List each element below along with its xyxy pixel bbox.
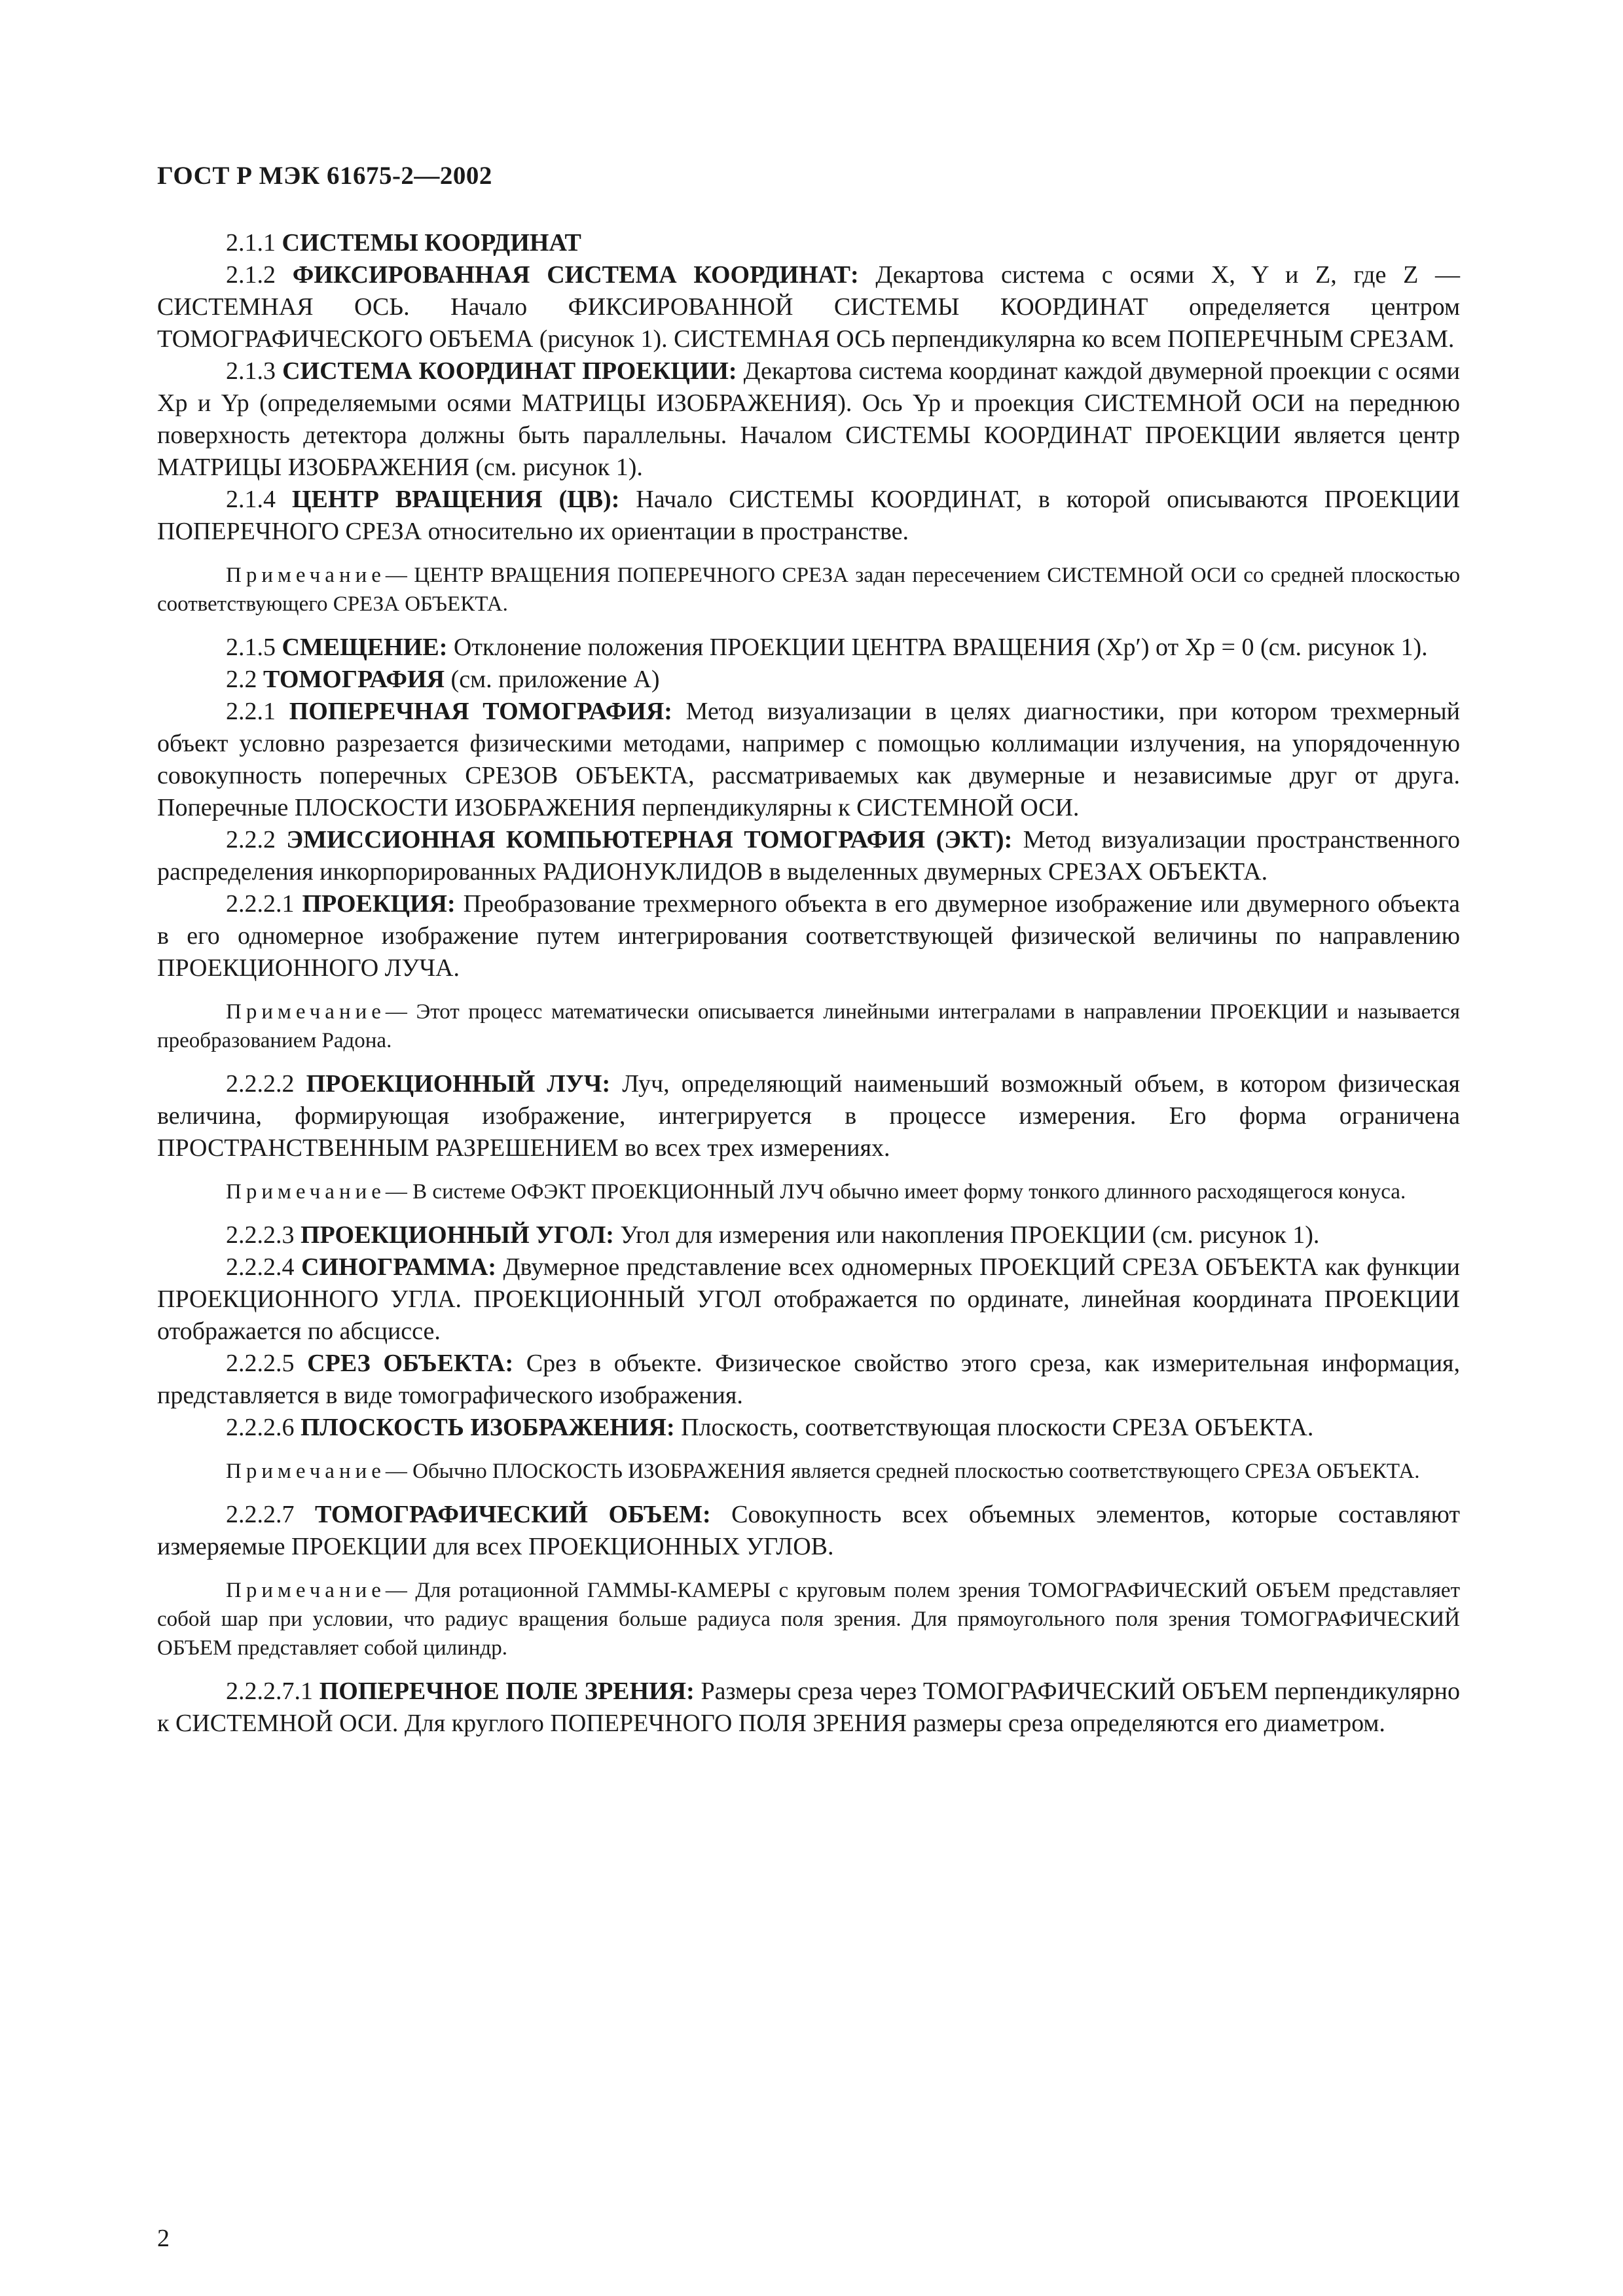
clause-number: 2.2.2.5 [226,1350,295,1377]
clause-term: ПОПЕРЕЧНОЕ ПОЛЕ ЗРЕНИЯ: [319,1677,695,1705]
clause-term: ЭМИССИОННАЯ КОМПЬЮТЕРНАЯ ТОМОГРАФИЯ (ЭКТ): [286,826,1013,853]
page-number: 2 [157,2225,170,2252]
clause-number: 2.2.2.3 [226,1221,295,1249]
note-paragraph [157,997,1460,1055]
clause-text: Угол для измерения или накопления ПРОЕКЦИИ (см. рисунок 1). [620,1221,1320,1249]
definition-paragraph [157,484,1460,548]
clause-number: 2.1.2 [226,261,276,289]
clause-term: ТОМОГРАФИЧЕСКИЙ ОБЪЕМ: [315,1501,711,1528]
clause-number: 2.2.2.7 [226,1501,295,1528]
clause-number: 2.2.1 [226,698,276,725]
clause-term: СМЕЩЕНИЕ: [282,634,448,661]
clause-text: Размеры среза через ТОМОГРАФИЧЕСКИЙ ОБЪЕМ перпендикулярно к СИСТЕМНОЙ ОСИ. Для круглого ПОПЕРЕЧНОГО ПОЛЯ ЗРЕНИЯ размеры среза определяются его диаметром. [157,1677,1460,1737]
note-label: Примечание [226,1579,386,1602]
note-label: Примечание [226,1180,386,1204]
document-body [157,227,1460,1740]
clause-text: Декартова система с осями X, Y и Z, где Z — СИСТЕМНАЯ ОСЬ. Начало ФИКСИРОВАННОЙ СИСТЕМЫ КООРДИНАТ определяется центром ТОМОГРАФИЧЕСКОГО ОБЪЕМА (рисунок 1). СИСТЕМНАЯ ОСЬ перпендикулярна ко всем ПОПЕРЕЧНЫМ СРЕЗАМ. [157,261,1461,353]
clause-term: ПРОЕКЦИОННЫЙ УГОЛ: [301,1221,614,1249]
clause-term: ТОМОГРАФИЯ [263,666,445,693]
clause-number: 2.1.1 [226,229,276,257]
clause-text: Двумерное представление всех одномерных ПРОЕКЦИЙ СРЕЗА ОБЪЕКТА как функции ПРОЕКЦИОННОГО УГЛА. ПРОЕКЦИОННЫЙ УГОЛ отображается по ординате, линейная координата ПРОЕКЦИИ отображается по абсциссе. [157,1253,1461,1345]
clause-text: Преобразование трехмерного объекта в его двумерное изображение или двумерного объекта в его одномерное изображение путем интегрирования соответствующей физической величины по направлению ПРОЕКЦИОННОГО ЛУЧА. [157,890,1461,982]
clause-term: ПРОЕКЦИЯ: [302,890,456,918]
definition-paragraph [157,1348,1460,1412]
clause-text: Начало СИСТЕМЫ КООРДИНАТ, в которой описываются ПРОЕКЦИИ ПОПЕРЕЧНОГО СРЕЗА относительно их ориентации в пространстве. [157,486,1461,545]
note-text: — Для ротационной ГАММЫ-КАМЕРЫ с круговым полем зрения ТОМОГРАФИЧЕСКИЙ ОБЪЕМ представляет собой шар при условии, что радиус вращения больше радиуса поля зрения. Для прямоугольного поля зрения ТОМОГРАФИЧЕСКИЙ ОБЪЕМ представляет собой цилиндр. [157,1579,1460,1660]
definition-paragraph [157,1251,1460,1348]
definition-paragraph [157,1676,1460,1740]
definition-paragraph [157,632,1460,664]
clause-number: 2.1.4 [226,486,276,513]
clause-text: Совокупность всех объемных элементов, которые составляют измеряемые ПРОЕКЦИИ для всех ПРОЕКЦИОННЫХ УГЛОВ. [157,1501,1460,1560]
clause-term: СИНОГРАММА: [301,1253,496,1281]
note-label: Примечание [226,1460,386,1483]
clause-number: 2.1.5 [226,634,276,661]
definition-paragraph [157,1219,1460,1251]
definition-paragraph [157,259,1460,355]
definition-paragraph [157,1412,1460,1444]
clause-term: ПРОЕКЦИОННЫЙ ЛУЧ: [306,1070,611,1098]
note-text: — В системе ОФЭКТ ПРОЕКЦИОННЫЙ ЛУЧ обычно имеет форму тонкого длинного расходящегося конуса. [385,1180,1406,1204]
clause-text: Метод визуализации пространственного распределения инкорпорированных РАДИОНУКЛИДОВ в выделенных двумерных СРЕЗАХ ОБЪЕКТА. [157,826,1461,886]
note-text: — ЦЕНТР ВРАЩЕНИЯ ПОПЕРЕЧНОГО СРЕЗА задан пересечением СИСТЕМНОЙ ОСИ со средней плоскостью соответствующего СРЕЗА ОБЪЕКТА. [157,564,1460,616]
clause-number: 2.1.3 [226,357,276,385]
clause-number: 2.2.2.7.1 [226,1677,313,1705]
clause-text: Декартова система координат каждой двумерной проекции с осями Xp и Yp (определяемыми осями МАТРИЦЫ ИЗОБРАЖЕНИЯ). Ось Yp и проекция СИСТЕМНОЙ ОСИ на переднюю поверхность детектора должны быть параллельны. Началом СИСТЕМЫ КООРДИНАТ ПРОЕКЦИИ является центр МАТРИЦЫ ИЗОБРАЖЕНИЯ (см. рисунок 1). [157,357,1461,481]
clause-term: СРЕЗ ОБЪЕКТА: [307,1350,514,1377]
note-paragraph [157,561,1460,619]
clause-term: СИСТЕМА КООРДИНАТ ПРОЕКЦИИ: [282,357,737,385]
note-paragraph [157,1457,1460,1486]
definition-paragraph [157,888,1460,984]
clause-text: (см. приложение А) [450,666,660,693]
definition-paragraph [157,664,1460,696]
note-label: Примечание [226,1000,386,1024]
note-text: — Этот процесс математически описывается линейными интегралами в направлении ПРОЕКЦИИ и называется преобразованием Радона. [157,1000,1460,1052]
document-header: ГОСТ Р МЭК 61675-2—2002 [157,162,492,190]
clause-text: Луч, определяющий наименьший возможный объем, в котором физическая величина, формирующая изображение, интегрируется в процессе измерения. Его форма ограничена ПРОСТРАНСТВЕННЫМ РАЗРЕШЕНИЕМ во всех трех измерениях. [157,1070,1461,1162]
definition-paragraph [157,1068,1460,1164]
clause-term: ФИКСИРОВАННАЯ СИСТЕМА КООРДИНАТ: [292,261,859,289]
clause-text: Плоскость, соответствующая плоскости СРЕЗА ОБЪЕКТА. [681,1414,1314,1441]
note-label: Примечание [226,564,386,587]
definition-paragraph [157,696,1460,824]
clause-number: 2.2.2.1 [226,890,295,918]
note-paragraph [157,1177,1460,1206]
clause-number: 2.2.2.2 [226,1070,295,1098]
note-paragraph [157,1576,1460,1662]
clause-term: ЦЕНТР ВРАЩЕНИЯ (ЦВ): [291,486,620,513]
clause-text: Отклонение положения ПРОЕКЦИИ ЦЕНТРА ВРАЩЕНИЯ (Xp′) от Xp = 0 (см. рисунок 1). [453,634,1428,661]
clause-text: Метод визуализации в целях диагностики, при котором трехмерный объект условно разрезается физическими методами, например с помощью коллимации излучения, на упорядоченную совокупность поперечных СРЕЗОВ ОБЪЕКТА, рассматриваемых как двумерные и независимые друг от друга. Поперечные ПЛОСКОСТИ ИЗОБРАЖЕНИЯ перпендикулярны к СИСТЕМНОЙ ОСИ. [157,698,1461,821]
clause-term: ПЛОСКОСТЬ ИЗОБРАЖЕНИЯ: [301,1414,675,1441]
note-text: — Обычно ПЛОСКОСТЬ ИЗОБРАЖЕНИЯ является средней плоскостью соответствующего СРЕЗА ОБЪЕКТА. [385,1460,1420,1483]
clause-number: 2.2.2 [226,826,276,853]
definition-paragraph [157,227,1460,259]
clause-number: 2.2.2.6 [226,1414,295,1441]
definition-paragraph [157,824,1460,888]
clause-number: 2.2 [226,666,257,693]
definition-paragraph [157,1499,1460,1563]
definition-paragraph [157,355,1460,484]
clause-number: 2.2.2.4 [226,1253,295,1281]
clause-term: ПОПЕРЕЧНАЯ ТОМОГРАФИЯ: [289,698,672,725]
clause-text: Срез в объекте. Физическое свойство этого среза, как измерительная информация, представляется в виде томографического изображения. [157,1350,1461,1409]
clause-term: СИСТЕМЫ КООРДИНАТ [282,229,581,257]
